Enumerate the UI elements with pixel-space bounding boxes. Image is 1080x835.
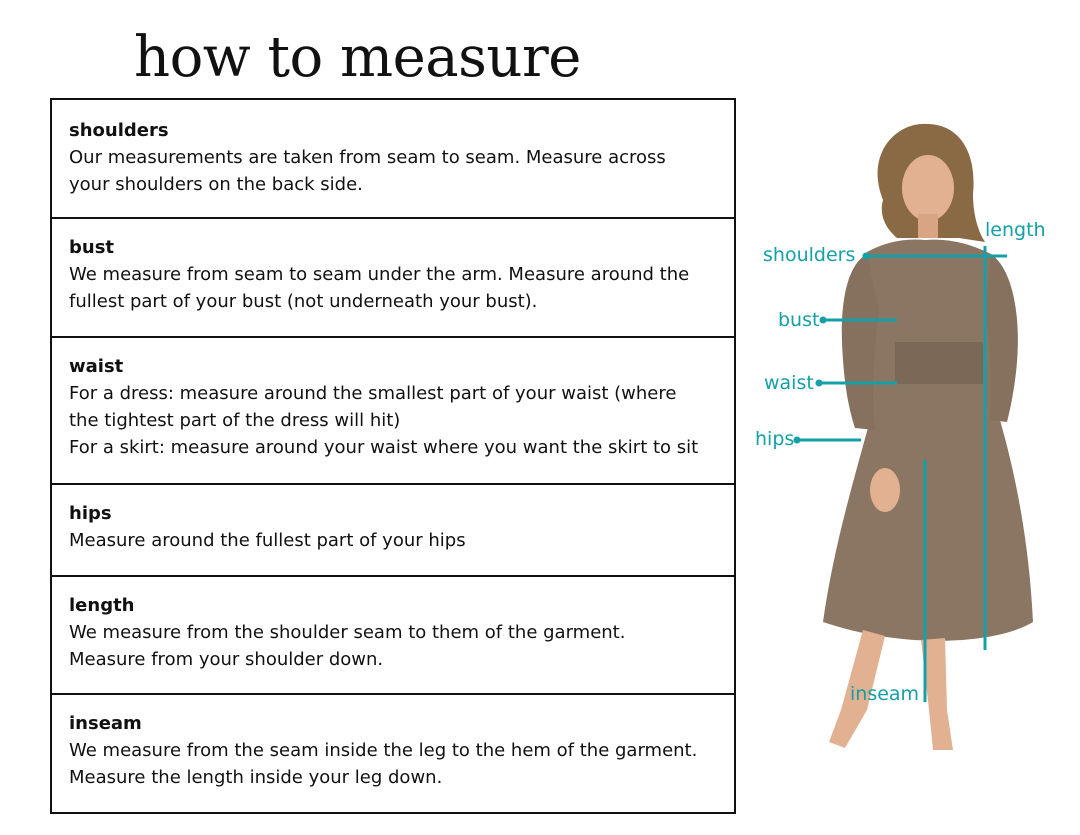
- row-hips: [52, 483, 734, 575]
- smocking-band: [895, 342, 983, 384]
- row-shoulders: [52, 100, 734, 217]
- row-text: For a dress: measure around the smallest part of your waist (where the tightest part of the dress will hit) For a skirt: measure around your waist where you want the skirt to sit: [69, 383, 699, 458]
- neck-shape: [918, 214, 938, 238]
- row-heading: bust: [69, 237, 115, 258]
- face-shape: [902, 155, 954, 221]
- row-heading: inseam: [69, 713, 142, 734]
- row-text: We measure from seam to seam under the arm. Measure around the fullest part of your bust (not underneath your bust).: [69, 264, 690, 312]
- inseam-label: inseam: [850, 683, 920, 705]
- model-figure: [745, 110, 1075, 790]
- row-inseam: [52, 693, 734, 812]
- row-heading: shoulders: [69, 120, 169, 141]
- row-heading: length: [69, 595, 135, 616]
- hips-label: hips: [755, 428, 795, 450]
- bust-label: bust: [778, 309, 820, 331]
- row-text: We measure from the shoulder seam to them of the garment. Measure from your shoulder down.: [69, 622, 626, 670]
- measurement-diagram: [745, 110, 1075, 790]
- row-heading: waist: [69, 356, 124, 377]
- measure-table: [50, 98, 736, 814]
- row-text: Measure around the fullest part of your hips: [69, 530, 466, 551]
- row-heading: hips: [69, 503, 112, 524]
- page-title: how to measure: [134, 25, 581, 90]
- row-text: We measure from the seam inside the leg to the hem of the garment. Measure the length inside your leg down.: [69, 740, 698, 788]
- row-waist: [52, 336, 734, 483]
- length-label: length: [985, 219, 1046, 241]
- waist-label: waist: [764, 372, 814, 394]
- row-text: Our measurements are taken from seam to seam. Measure across your shoulders on the back side.: [69, 147, 666, 195]
- row-bust: [52, 217, 734, 336]
- shoulders-label: shoulders: [763, 244, 856, 266]
- hand-shape: [870, 468, 900, 512]
- row-length: [52, 575, 734, 693]
